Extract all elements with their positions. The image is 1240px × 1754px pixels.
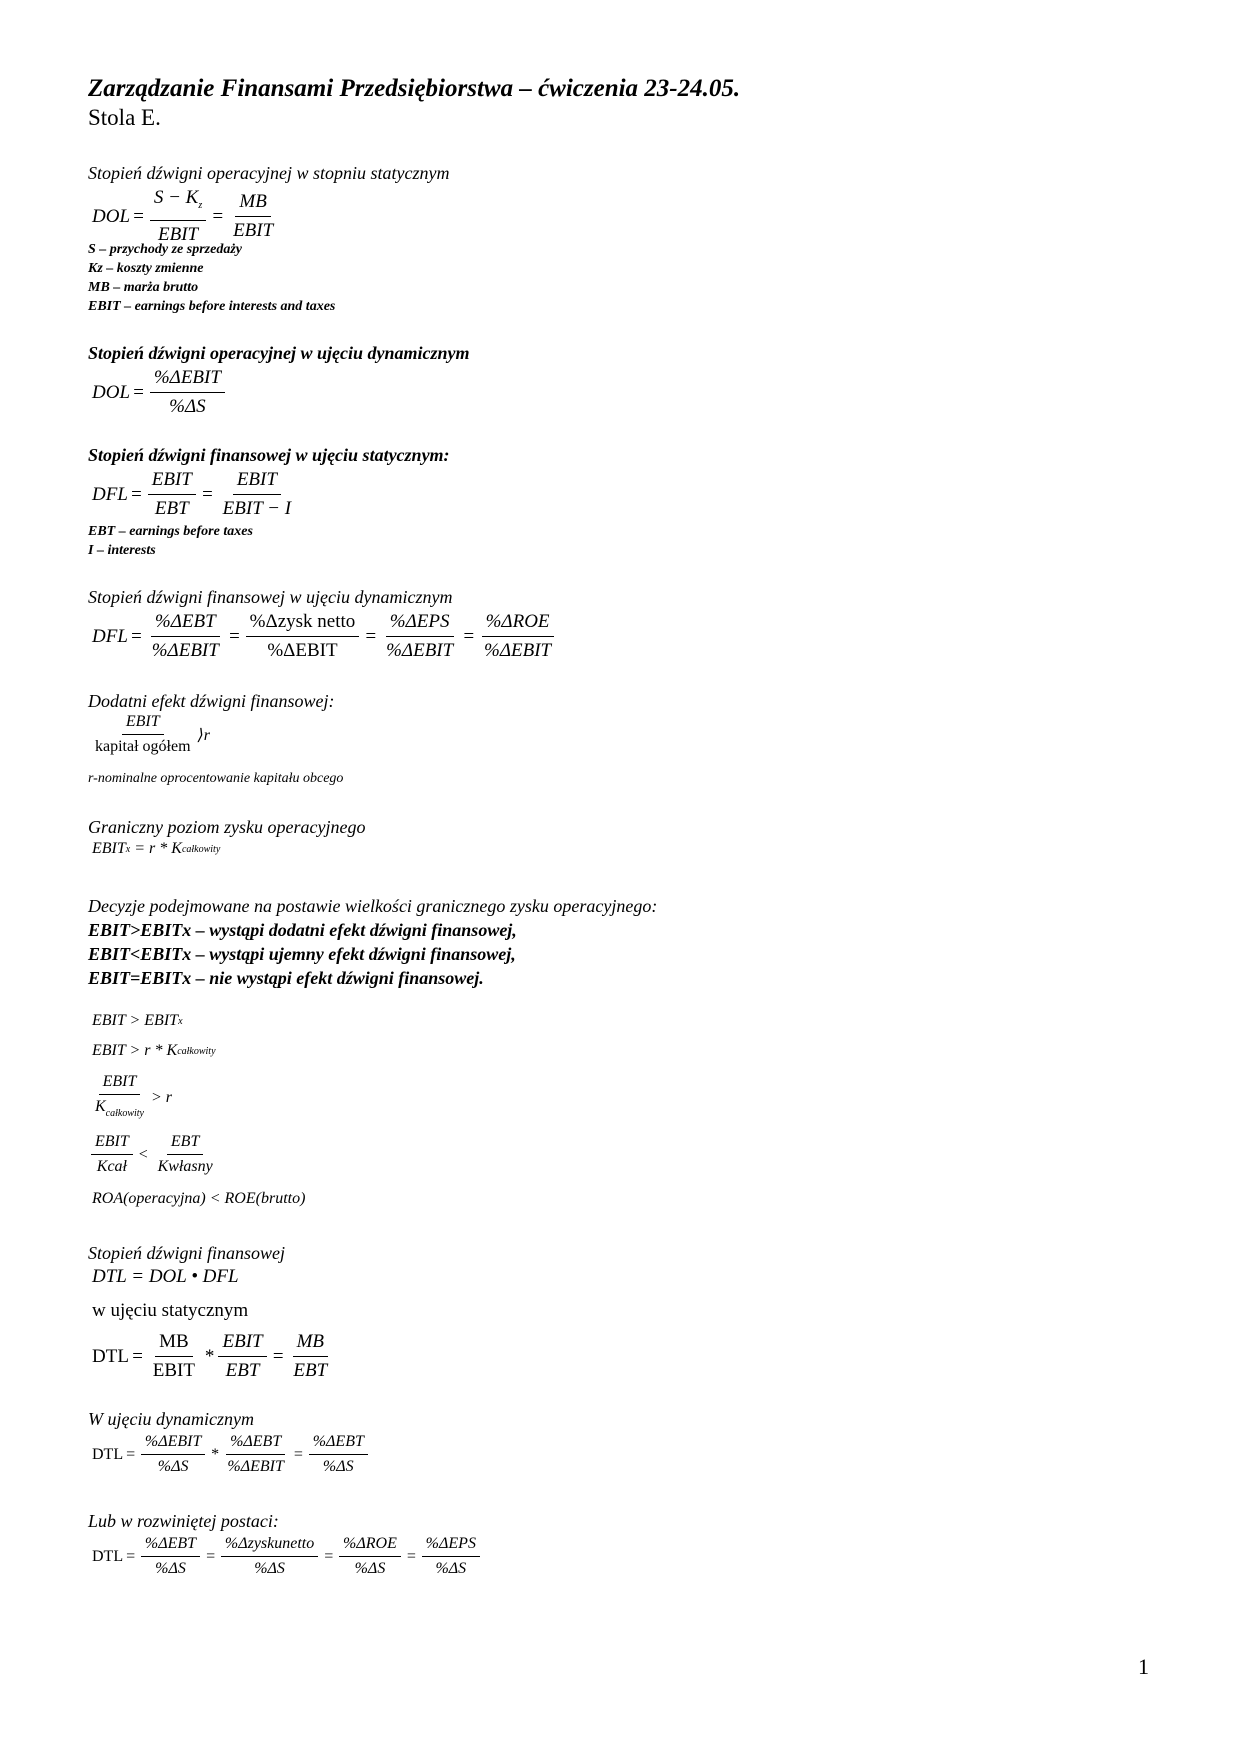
formula-dtl: DTL = DOL • DFL (92, 1266, 239, 1287)
fraction-denominator: Kwłasny (157, 1158, 213, 1175)
fraction (91, 712, 195, 757)
inequality-text: EBIT > EBIT (92, 1012, 179, 1029)
fraction-numerator: %ΔROE (339, 1534, 401, 1557)
formula-dol-dynamic: DOL = $\frac{\text{\%ΔEBIT}}{\%\Delta S}$ (92, 366, 228, 419)
formula-lhs: DFL (92, 483, 128, 505)
formula-dtl-expanded: DTL = $\frac{\text{\%ΔEBT}}{\%\Delta S}$ = $\frac{\text{\%Δzyskunetto}}{\%\Delta S}$ = $\frac{\text{\%ΔROE}}{\%\Delta S}$ = $\frac{\text{\%ΔEPS}}{\%\Delta S}$ (92, 1534, 483, 1579)
fraction-denominator: %ΔEBIT (386, 640, 454, 661)
inequality-5: ROA(operacyjna) < ROE(brutto) (92, 1190, 306, 1207)
fraction (382, 610, 457, 663)
subscript: całkowity (105, 1108, 144, 1119)
fraction-denominator: EBT (293, 1360, 328, 1381)
fraction-numerator: EBIT (148, 468, 196, 495)
fraction-numerator: MB (293, 1330, 328, 1357)
fraction-denominator: %ΔS (435, 1560, 467, 1577)
definition: Kz – koszty zmienne (88, 261, 204, 276)
heading-dtl: Stopień dźwigni finansowej (88, 1243, 286, 1263)
fraction (91, 1072, 148, 1124)
fraction-numerator: MB (155, 1330, 193, 1357)
fraction (218, 1330, 266, 1383)
fraction-numerator: %ΔEBIT (141, 1432, 206, 1455)
heading-dtl-dynamic: W ujęciu dynamicznym (88, 1409, 254, 1429)
fraction-numerator: %ΔEPS (422, 1534, 480, 1557)
subscript: x (125, 843, 131, 855)
fraction (150, 186, 206, 247)
fraction-numerator: %ΔEBIT (150, 366, 225, 393)
fraction (223, 1432, 288, 1477)
fraction-denominator: %ΔEBIT (227, 1458, 284, 1475)
fraction-numerator: %Δzysk netto (246, 610, 360, 637)
fraction (141, 1432, 206, 1477)
heading-decisions: Decyzje podejmowane na postawie wielkości granicznego zysku operacyjnego: (88, 896, 658, 916)
fraction-numerator: EBIT (99, 1072, 141, 1095)
formula-lhs: DFL (92, 625, 128, 647)
heading-positive-effect: Dodatni efekt dźwigni finansowej: (88, 691, 335, 711)
fraction-numerator: EBIT (218, 1330, 266, 1357)
fraction-denominator: %ΔS (354, 1560, 386, 1577)
subscript: z (198, 200, 203, 211)
fraction (309, 1432, 368, 1477)
fraction (219, 468, 295, 521)
relation: < (137, 1145, 149, 1163)
definition: EBT – earnings before taxes (88, 524, 253, 539)
formula-dtl-dynamic: DTL = $\frac{\text{\%ΔEBIT}}{\%\Delta S}$ * $\frac{\text{\%ΔEBT}}{\text{\%ΔEBIT}}$ = $\frac{\text{\%ΔEBT}}{\%\Delta S}$ (92, 1432, 371, 1477)
fraction (150, 366, 225, 419)
fraction (148, 610, 223, 663)
decisions-list (88, 918, 517, 990)
definition: r-nominalne oprocentowanie kapitału obcego (88, 771, 344, 786)
definition: S – przychody ze sprzedaży (88, 242, 242, 257)
heading-dtl-expanded: Lub w rozwiniętej postaci: (88, 1511, 279, 1531)
formula-dfl-dynamic: DFL = $\frac{\text{\%ΔEBT}}{\text{\%ΔEBIT}}$ = $\frac{\text{\%Δzysk netto}}{\text{\%ΔEBIT}}$ = $\frac{\text{\%ΔEPS}}{\text{\%ΔEBIT}}$ = $\frac{\text{\%ΔROE}}{\text{\%ΔEBIT}}$ (92, 610, 558, 663)
fraction-numerator: EBT (167, 1132, 203, 1155)
fraction (246, 610, 360, 663)
definition: I – interests (88, 543, 156, 558)
fraction-denominator: kapitał ogółem (95, 738, 191, 755)
fraction-denominator: EBIT (233, 220, 274, 241)
definition: EBIT – earnings before interests and taxes (88, 299, 336, 314)
fraction-denominator: %ΔS (155, 1560, 186, 1577)
heading-dol-dynamic: Stopień dźwigni operacyjnej w ujęciu dynamicznym (88, 343, 470, 363)
fraction (148, 468, 196, 521)
fraction-denominator: EBIT (157, 224, 199, 245)
fraction-denominator: %ΔEBIT (151, 640, 219, 661)
fraction-numerator: %ΔEBT (226, 1432, 285, 1455)
subheading-static: w ujęciu statycznym (92, 1300, 249, 1321)
inequality-3 (88, 1072, 172, 1124)
formula-lhs: DOL (92, 381, 131, 403)
heading-dfl-static: Stopień dźwigni finansowej w ujęciu statycznym: (88, 445, 450, 465)
fraction (480, 610, 555, 663)
formula-threshold-ebit (92, 840, 220, 858)
fraction-denominator: EBIT − I (222, 498, 292, 519)
definition: MB – marża brutto (88, 280, 199, 295)
decision-line: EBIT>EBITx – wystąpi dodatni efekt dźwigni finansowej, (88, 920, 517, 940)
fraction-denominator: Kcał (96, 1158, 127, 1175)
heading-dfl-dynamic: Stopień dźwigni finansowej w ujęciu dynamicznym (88, 587, 453, 607)
fraction-numerator: %ΔEBT (151, 610, 220, 637)
relation: ⟩r (197, 726, 210, 744)
fraction-denominator: K (95, 1098, 106, 1115)
document-title: Zarządzanie Finansami Przedsiębiorstwa – ćwiczenia 23-24.05. (88, 75, 741, 102)
fraction-numerator: EBIT (122, 712, 164, 735)
decision-line: EBIT=EBITx – nie wystąpi efekt dźwigni finansowej. (88, 968, 484, 988)
fraction-denominator: %ΔS (322, 1458, 354, 1475)
definitions-list (88, 240, 335, 316)
fraction (229, 190, 277, 243)
fraction-denominator: %ΔEBIT (267, 640, 338, 661)
fraction-denominator: %ΔS (157, 1458, 189, 1475)
formula-lhs: DTL (92, 1547, 124, 1565)
decision-line: EBIT<EBITx – wystąpi ujemny efekt dźwigni finansowej, (88, 944, 516, 964)
inequality-2 (92, 1042, 216, 1060)
formula-dol-static: DOL = $\frac{S - K_z}{\text{EBIT}}$ = $\frac{MB}{\text{EBIT}}$ (92, 186, 280, 247)
subscript: całkowity (177, 1045, 216, 1057)
formula-positive-effect (88, 712, 210, 757)
fraction-numerator: %ΔEBT (309, 1432, 368, 1455)
document-author: Stola E. (88, 105, 161, 130)
fraction (289, 1330, 331, 1383)
fraction (91, 1132, 133, 1177)
formula-lhs: EBIT (92, 840, 126, 857)
formula-lhs: DOL (92, 205, 131, 227)
fraction-denominator: %ΔS (169, 396, 206, 417)
fraction (149, 1330, 199, 1383)
fraction (141, 1534, 200, 1579)
heading-threshold-ebit: Graniczny poziom zysku operacyjnego (88, 817, 366, 837)
fraction (221, 1534, 318, 1579)
formula-lhs: DTL (92, 1345, 129, 1367)
fraction-numerator: %ΔROE (482, 610, 554, 637)
fraction-numerator: S − K (153, 187, 199, 208)
fraction-denominator: EBT (225, 1360, 260, 1381)
fraction-numerator: EBIT (233, 468, 281, 495)
inequality-1 (92, 1012, 183, 1030)
inequality-4 (88, 1132, 220, 1177)
fraction-numerator: %ΔEPS (386, 610, 454, 637)
definitions-list (88, 522, 253, 560)
subscript: całkowity (181, 843, 221, 855)
relation: > r (151, 1089, 173, 1106)
fraction-denominator: %ΔEBIT (484, 640, 552, 661)
fraction-numerator: EBIT (91, 1132, 133, 1155)
formula-dfl-static: DFL = $\frac{\text{EBIT}}{\text{EBT}}$ = $\frac{\text{EBIT}}{\text{EBIT − I}}$ (92, 468, 298, 521)
heading-dol-static: Stopień dźwigni operacyjnej w stopniu statycznym (88, 163, 450, 183)
fraction-denominator: %ΔS (254, 1560, 285, 1577)
page-number: 1 (1138, 1654, 1149, 1679)
fraction (422, 1534, 480, 1579)
inequality-text: EBIT > r * K (92, 1042, 178, 1059)
formula-rhs: = r * K (134, 840, 182, 857)
subscript: x (178, 1015, 183, 1027)
fraction-denominator: EBIT (152, 1360, 195, 1381)
fraction-numerator: %Δzyskunetto (221, 1534, 318, 1557)
formula-dtl-static: DTL = $\frac{MB}{\text{EBIT}}$ * $\frac{\text{EBIT}}{\text{EBT}}$ = $\frac{MB}{\text{EBT}}$ (92, 1330, 334, 1383)
fraction (339, 1534, 401, 1579)
fraction (154, 1132, 217, 1177)
fraction-numerator: MB (235, 190, 270, 217)
fraction-numerator: %ΔEBT (141, 1534, 200, 1557)
formula-lhs: DTL (92, 1445, 124, 1463)
fraction-denominator: EBT (154, 498, 189, 519)
